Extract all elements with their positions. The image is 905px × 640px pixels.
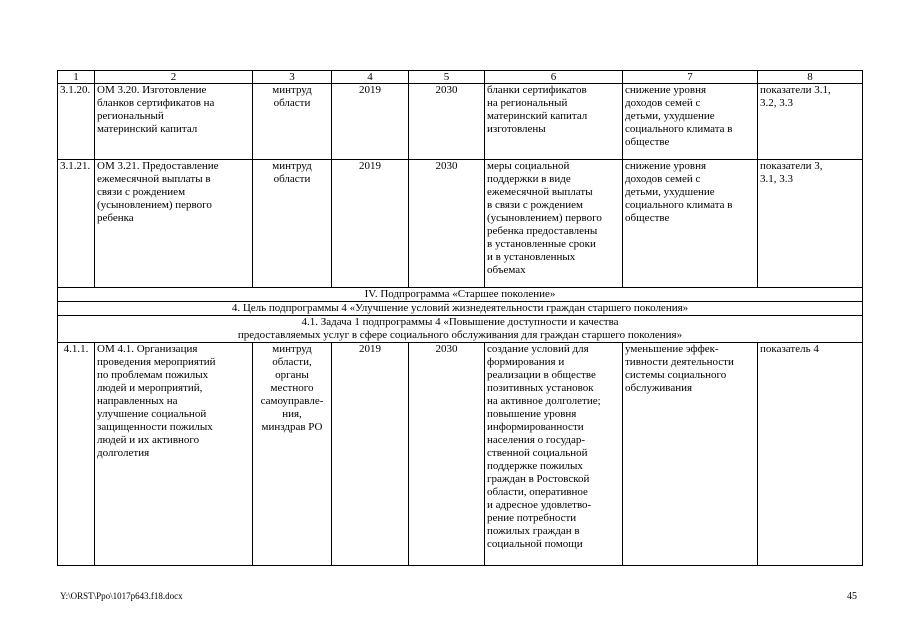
measure-name: ОМ 4.1. Организация проведения мероприятий по проблемам пожилых людей и мероприятий, направленных на улучшение социальной защищенности пожилых людей и их активного долголетия [95, 343, 253, 566]
start-year: 2019 [332, 343, 409, 566]
executor: минтруд области [253, 160, 332, 288]
measure-name: ОМ 3.21. Предоставление ежемесячной выплаты в связи с рождением (усыновлением) первого ребенка [95, 160, 253, 288]
table-row [58, 343, 863, 566]
executor: минтруд области, органы местного самоуправле- ния, минздрав РО [253, 343, 332, 566]
row-number: 3.1.20. [58, 84, 95, 160]
task-row [58, 316, 863, 343]
header-cell: 2 [95, 71, 253, 84]
row-number: 4.1.1. [58, 343, 95, 566]
header-cell: 5 [409, 71, 485, 84]
subprogram-row [58, 288, 863, 302]
header-cell: 3 [253, 71, 332, 84]
expected-result: создание условий для формирования и реализации в обществе позитивных установок на активное долголетие; повышение уровня информированности населения о государ- ственной социальной поддержке пожилых граждан в Ростовской области, оперативное и адресное удовлетво- рение потребности пожилых граждан в социальной помощи [485, 343, 623, 566]
subprogram-title: IV. Подпрограмма «Старшее поколение» [58, 288, 863, 302]
start-year: 2019 [332, 84, 409, 160]
header-cell: 7 [623, 71, 758, 84]
measure-name: ОМ 3.20. Изготовление бланков сертификатов на региональный материнский капитал [95, 84, 253, 160]
end-year: 2030 [409, 343, 485, 566]
expected-result: бланки сертификатов на региональный материнский капитал изготовлены [485, 84, 623, 160]
program-table [57, 70, 863, 566]
start-year: 2019 [332, 160, 409, 288]
end-year: 2030 [409, 84, 485, 160]
subprogram-goal: 4. Цель подпрограммы 4 «Улучшение условий жизнедеятельности граждан старшего поколения» [58, 302, 863, 316]
subprogram-task: 4.1. Задача 1 подпрограммы 4 «Повышение доступности и качества предоставляемых услуг в сфере социального обслуживания для граждан старшего поколения» [58, 316, 863, 343]
table-row [58, 160, 863, 288]
table-header-row [58, 71, 863, 84]
non-implementation-consequence: уменьшение эффек- тивности деятельности системы социального обслуживания [623, 343, 758, 566]
page-number: 45 [847, 591, 857, 602]
goal-row [58, 302, 863, 316]
header-cell: 1 [58, 71, 95, 84]
expected-result: меры социальной поддержки в виде ежемесячной выплаты в связи с рождением (усыновлением) первого ребенка предоставлены в установленные сроки и в установленных объемах [485, 160, 623, 288]
indicators: показатели 3.1, 3.2, 3.3 [758, 84, 863, 160]
header-cell: 8 [758, 71, 863, 84]
non-implementation-consequence: снижение уровня доходов семей с детьми, ухудшение социального климата в обществе [623, 84, 758, 160]
row-number: 3.1.21. [58, 160, 95, 288]
header-cell: 4 [332, 71, 409, 84]
indicators: показатель 4 [758, 343, 863, 566]
file-path: Y:\ORST\Ppo\1017p643.f18.docx [60, 591, 183, 601]
end-year: 2030 [409, 160, 485, 288]
executor: минтруд области [253, 84, 332, 160]
header-cell: 6 [485, 71, 623, 84]
table-row [58, 84, 863, 160]
non-implementation-consequence: снижение уровня доходов семей с детьми, ухудшение социального климата в обществе [623, 160, 758, 288]
indicators: показатели 3, 3.1, 3.3 [758, 160, 863, 288]
